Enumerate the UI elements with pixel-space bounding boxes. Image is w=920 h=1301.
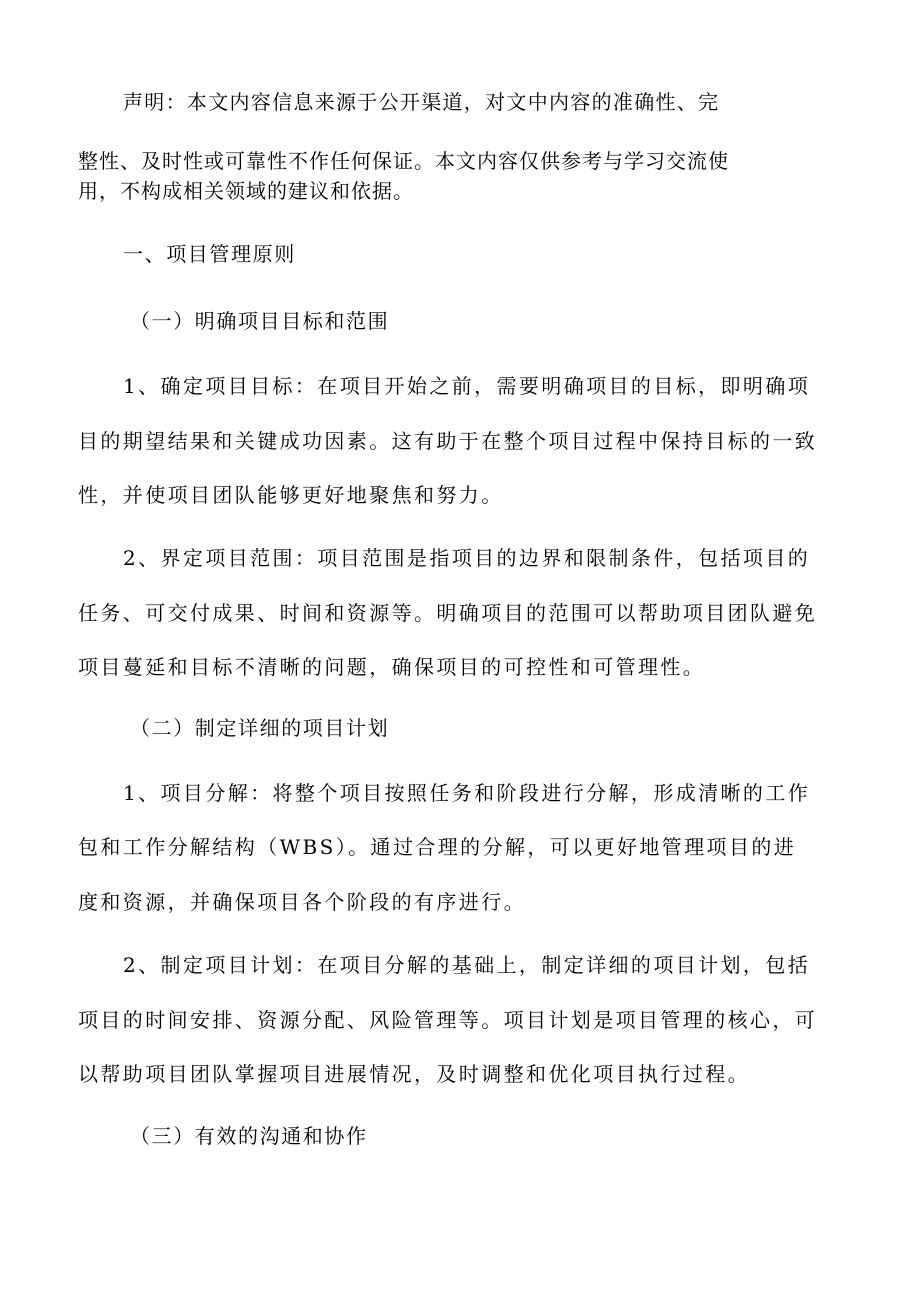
paragraph-1-line-2: 目的期望结果和关键成功因素。这有助于在整个项目过程中保持目标的一致 [78,429,818,453]
paragraph-4-line-1: 2、制定项目计划：在项目分解的基础上，制定详细的项目计划，包括 [123,953,811,977]
disclaimer-line-2: 整性、及时性或可靠性不作任何保证。本文内容仅供参考与学习交流使 [78,149,729,173]
subsection-heading-2: （二）制定详细的项目计划 [130,716,390,740]
section-heading-project-principles: 一、项目管理原则 [123,242,296,266]
paragraph-4-line-2: 项目的时间安排、资源分配、风险管理等。项目计划是项目管理的核心，可 [78,1008,818,1032]
paragraph-4-line-3: 以帮助项目团队掌握项目进展情况，及时调整和优化项目执行过程。 [78,1062,750,1086]
subsection-heading-3: （三）有效的沟通和协作 [130,1124,368,1148]
paragraph-3-line-3: 度和资源，并确保项目各个阶段的有序进行。 [78,890,526,914]
disclaimer-line-1: 声明：本文内容信息来源于公开渠道，对文中内容的准确性、完 [123,90,720,114]
paragraph-3-line-2: 包和工作分解结构（WBS）。通过合理的分解，可以更好地管理项目的进 [78,835,797,859]
paragraph-2-line-3: 项目蔓延和目标不清晰的问题，确保项目的可控性和可管理性。 [78,655,706,679]
paragraph-2-line-2: 任务、可交付成果、时间和资源等。明确项目的范围可以帮助项目团队避免 [78,601,818,625]
paragraph-1-line-3: 性，并使项目团队能够更好地聚焦和努力。 [78,483,504,507]
paragraph-2-line-1: 2、界定项目范围：项目范围是指项目的边界和限制条件，包括项目的 [123,546,811,570]
paragraph-3-line-1: 1、项目分解：将整个项目按照任务和阶段进行分解，形成清晰的工作 [123,781,811,805]
disclaimer-line-3: 用，不构成相关领域的建议和依据。 [78,179,414,203]
paragraph-1-line-1: 1、确定项目目标：在项目开始之前，需要明确项目的目标，即明确项 [123,374,811,398]
subsection-heading-1: （一）明确项目目标和范围 [130,309,390,333]
